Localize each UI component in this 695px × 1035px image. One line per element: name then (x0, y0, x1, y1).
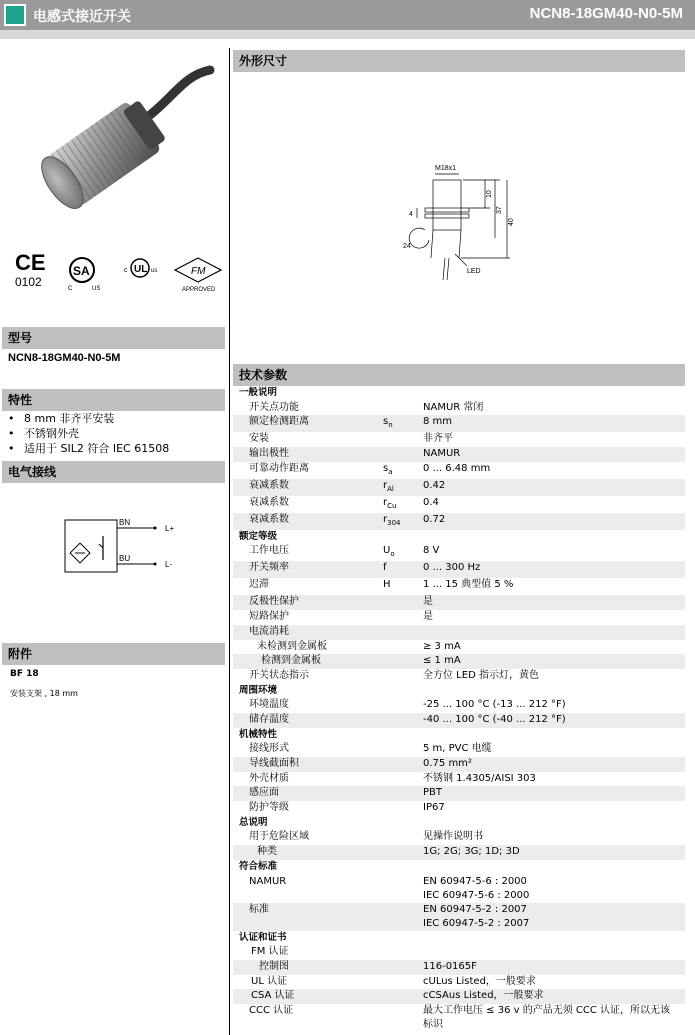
spec-label: 接线形式 (249, 743, 289, 755)
spec-symbol (383, 625, 423, 640)
spec-label: 反极性保护 (233, 595, 383, 610)
spec-label: 衰减系数 (233, 513, 383, 530)
spec-value: NAMUR (423, 447, 685, 462)
spec-value: -25 ... 100 °C (-13 ... 212 °F) (423, 699, 566, 711)
spec-label: 符合标准 (239, 860, 278, 872)
feature-item: • 适用于 SIL2 符合 IEC 61508 (8, 441, 169, 456)
spec-symbol: f (383, 561, 423, 578)
spec-value: 116-0165F (423, 960, 685, 975)
dimension-drawing (395, 158, 525, 283)
spec-value (423, 728, 685, 743)
spec-symbol (383, 698, 423, 713)
spec-value: 0.72 (423, 513, 685, 530)
fm-approved-icon (175, 258, 221, 293)
spec-label: 认证和证书 (239, 931, 287, 943)
spec-value: cULus Listed，一般要求 (423, 975, 536, 987)
spec-value: ≤ 1 mA (423, 654, 685, 669)
spec-value: 0.42 (423, 479, 685, 496)
spec-symbol: $s_n$ (383, 415, 423, 432)
svg-text:37: 37 (496, 206, 503, 214)
svg-text:L+: L+ (165, 524, 175, 533)
spec-row (233, 496, 685, 513)
spec-label: 额定检测距离 (233, 415, 383, 432)
spec-symbol (383, 640, 423, 655)
sensor-symbol-icon (70, 543, 90, 563)
spec-category-row (233, 816, 685, 831)
spec-value: 非齐平 (423, 433, 453, 445)
spec-label: 衰减系数 (233, 479, 383, 496)
spec-row (233, 561, 685, 578)
ul-mark-icon (124, 259, 157, 277)
spec-symbol: $r_{Cu}$ (383, 496, 397, 510)
spec-value: 0.4 (423, 496, 439, 508)
spec-value (423, 860, 685, 875)
wiring-heading: 电气接线 (2, 461, 225, 483)
spec-value: -40 ... 100 °C (-40 ... 212 °F) (423, 713, 685, 728)
spec-label: 开关状态指示 (249, 669, 309, 681)
spec-symbol (383, 432, 423, 447)
spec-label: 电流消耗 (233, 625, 383, 640)
spec-category-row (233, 386, 685, 401)
spec-symbol (383, 742, 423, 757)
spec-category-row (233, 684, 685, 699)
spec-value: 是 (423, 611, 433, 623)
spec-value: ≥ 3 mA (423, 640, 461, 652)
svg-text:4: 4 (409, 211, 413, 218)
spec-row (233, 742, 685, 757)
spec-label: 导线截面积 (233, 757, 383, 772)
spec-label: 衰减系数 (249, 496, 289, 508)
spec-row (233, 432, 685, 447)
dimensions-heading: 外形尺寸 (233, 50, 685, 72)
spec-symbol (383, 447, 423, 462)
spec-label: 工作电压 (249, 545, 289, 557)
spec-row (233, 989, 685, 1004)
spec-row (233, 479, 685, 496)
spec-symbol: $r_{Al}$ (383, 479, 423, 496)
spec-symbol (383, 401, 423, 416)
feature-item: • 8 mm 非齐平安装 (8, 411, 169, 426)
spec-row (233, 786, 685, 801)
svg-text:BU: BU (119, 554, 131, 563)
spec-row (233, 654, 685, 669)
spec-value (423, 386, 685, 401)
spec-value (423, 625, 685, 640)
spec-table (233, 386, 685, 1032)
spec-label: 周围环境 (239, 684, 278, 696)
ce-mark-icon (15, 250, 46, 289)
spec-label: 开关频率 (233, 561, 383, 578)
spec-symbol (383, 610, 423, 625)
page-header (0, 0, 695, 30)
svg-text:us: us (151, 268, 158, 274)
spec-row (233, 1004, 685, 1032)
model-value: NCN8-18GM40-N0-5M (8, 352, 121, 364)
spec-symbol (383, 989, 423, 1004)
spec-value: 全方位 LED 指示灯，黄色 (423, 669, 539, 681)
svg-text:0102: 0102 (15, 275, 42, 289)
spec-symbol (383, 713, 423, 728)
svg-text:LED: LED (467, 268, 481, 275)
svg-text:BN: BN (119, 518, 131, 527)
spec-row (233, 447, 685, 462)
spec-value: 1G; 2G; 3G; 1D; 3D (423, 845, 685, 860)
spec-row (233, 903, 685, 931)
spec-row (233, 945, 685, 960)
spec-value: EN 60947-5-2 : 2007 IEC 60947-5-2 : 2007 (423, 903, 685, 931)
spec-label: 未检测到金属板 (257, 640, 327, 652)
spec-symbol (383, 530, 423, 545)
spec-value: 1 ... 15 典型值 5 % (423, 579, 514, 591)
spec-category-row (233, 530, 685, 545)
spec-label: 储存温度 (233, 713, 383, 728)
svg-text:40: 40 (508, 218, 515, 226)
spec-value: 见操作说明书 (423, 831, 483, 843)
spec-label: 一般说明 (239, 387, 278, 398)
column-divider (229, 48, 230, 1035)
spec-label: 输出极性 (233, 447, 383, 462)
spec-symbol (383, 654, 423, 669)
spec-symbol (383, 684, 423, 699)
spec-row (233, 401, 685, 416)
spec-label: 机械特性 (239, 728, 278, 740)
spec-symbol (383, 801, 423, 816)
spec-symbol (383, 830, 423, 845)
spec-label: 外壳材质 (249, 772, 289, 784)
spec-value: NAMUR 常闭 (423, 401, 484, 413)
features-list (8, 411, 169, 456)
svg-text:10: 10 (486, 190, 493, 198)
spec-symbol (383, 945, 423, 960)
spec-label: 防护等级 (249, 802, 289, 814)
spec-value: 8 mm (423, 415, 685, 432)
specs-heading: 技术参数 (233, 364, 685, 386)
accessories-heading: 附件 (2, 643, 225, 665)
product-photo (10, 55, 225, 240)
spec-symbol (383, 786, 423, 801)
spec-category-row (233, 931, 685, 946)
svg-text:US: US (92, 286, 101, 292)
spec-row (233, 462, 685, 479)
page-title: 电感式接近开关 (33, 9, 131, 25)
spec-value (423, 931, 685, 946)
spec-symbol: $r_{304}$ (383, 513, 423, 530)
wiring-diagram (55, 508, 195, 578)
spec-symbol: $s_a$ (383, 462, 393, 476)
spec-row (233, 595, 685, 610)
spec-label: 迟滞 (249, 579, 269, 591)
spec-row (233, 578, 685, 595)
spec-row (233, 875, 685, 903)
spec-symbol (383, 860, 423, 875)
spec-row (233, 625, 685, 640)
spec-value: IP67 (423, 802, 445, 814)
spec-row (233, 669, 685, 684)
spec-symbol: $U_o$ (383, 545, 395, 559)
spec-value (423, 945, 685, 960)
spec-row (233, 772, 685, 787)
spec-label: 控制图 (233, 960, 383, 975)
spec-row (233, 415, 685, 432)
spec-value: 0 ... 300 Hz (423, 561, 685, 578)
spec-symbol (383, 669, 423, 684)
header-model: NCN8-18GM40-N0-5M (529, 5, 683, 22)
svg-text:L-: L- (165, 560, 173, 569)
spec-symbol: H (383, 579, 391, 591)
spec-value: cCSAus Listed，一般要求 (423, 989, 685, 1004)
spec-symbol (383, 772, 423, 787)
spec-label: NAMUR (249, 875, 287, 887)
spec-symbol (383, 845, 423, 860)
certification-marks (10, 248, 225, 298)
spec-row (233, 698, 685, 713)
spec-label: 短路保护 (249, 611, 289, 623)
spec-row (233, 713, 685, 728)
spec-label: 种类 (233, 845, 383, 860)
spec-value: 是 (423, 595, 685, 610)
spec-row (233, 640, 685, 655)
spec-symbol (383, 757, 423, 772)
svg-text:CE: CE (15, 250, 46, 275)
spec-label: FM 认证 (251, 946, 289, 958)
spec-label: 检测到金属板 (233, 654, 383, 669)
accessory-name: BF 18 (10, 669, 39, 679)
spec-value (423, 684, 685, 699)
svg-text:SA: SA (73, 264, 90, 278)
spec-row (233, 610, 685, 625)
spec-value: 最大工作电压 ≤ 36 v 的产品无须 CCC 认证，所以无该 标识 (423, 1004, 671, 1030)
spec-symbol (383, 931, 423, 946)
spec-symbol (383, 386, 423, 401)
spec-row (233, 757, 685, 772)
spec-category-row (233, 728, 685, 743)
spec-symbol (383, 903, 423, 931)
spec-label: 安装 (249, 433, 269, 445)
spec-symbol (383, 595, 423, 610)
spec-value: 5 m, PVC 电缆 (423, 743, 492, 755)
spec-label: 可靠动作距离 (249, 462, 309, 474)
svg-text:c: c (124, 267, 128, 274)
spec-label: 感应面 (233, 786, 383, 801)
spec-label: 用于危险区域 (249, 831, 309, 843)
spec-value: 0.75 mm² (423, 757, 685, 772)
spec-value: EN 60947-5-6 : 2000 IEC 60947-5-6 : 2000 (423, 875, 530, 901)
spec-label: 额定等级 (239, 530, 278, 542)
spec-label: 标准 (233, 903, 383, 931)
spec-symbol (383, 960, 423, 975)
spec-row (233, 960, 685, 975)
accessory-description: 安装支架 , 18 mm (10, 689, 78, 698)
features-heading: 特性 (2, 389, 225, 411)
spec-symbol (383, 816, 423, 831)
spec-value (423, 530, 685, 545)
spec-category-row (233, 860, 685, 875)
spec-symbol (383, 1004, 423, 1032)
brand-logo-icon (4, 4, 26, 26)
csa-mark-icon (68, 258, 100, 292)
spec-symbol (383, 728, 423, 743)
spec-row (233, 801, 685, 816)
spec-label: 环境温度 (249, 699, 289, 711)
spec-row (233, 845, 685, 860)
svg-text:UL: UL (134, 264, 148, 275)
svg-text:24: 24 (403, 243, 411, 250)
svg-text:M18x1: M18x1 (435, 165, 457, 172)
spec-symbol (383, 975, 423, 990)
spec-label: 开关点功能 (249, 401, 299, 413)
spec-value (423, 816, 685, 831)
spec-value: 不锈钢 1.4305/AISI 303 (423, 772, 536, 784)
spec-value: 0 ... 6.48 mm (423, 462, 491, 474)
spec-label: 总说明 (239, 816, 268, 828)
spec-value: 8 V (423, 545, 440, 557)
spec-row (233, 544, 685, 561)
svg-text:FM: FM (191, 266, 206, 277)
spec-label: CSA 认证 (233, 989, 383, 1004)
spec-row (233, 513, 685, 530)
spec-symbol (383, 875, 423, 903)
spec-label: UL 认证 (251, 975, 288, 987)
feature-item: • 不锈钢外壳 (8, 426, 169, 441)
spec-label: CCC 认证 (249, 1004, 294, 1016)
svg-text:C: C (68, 286, 73, 292)
header-divider (0, 30, 695, 39)
model-heading: 型号 (2, 327, 225, 349)
spec-row (233, 830, 685, 845)
svg-text:APPROVED: APPROVED (182, 287, 216, 293)
spec-value: PBT (423, 786, 685, 801)
spec-row (233, 975, 685, 990)
